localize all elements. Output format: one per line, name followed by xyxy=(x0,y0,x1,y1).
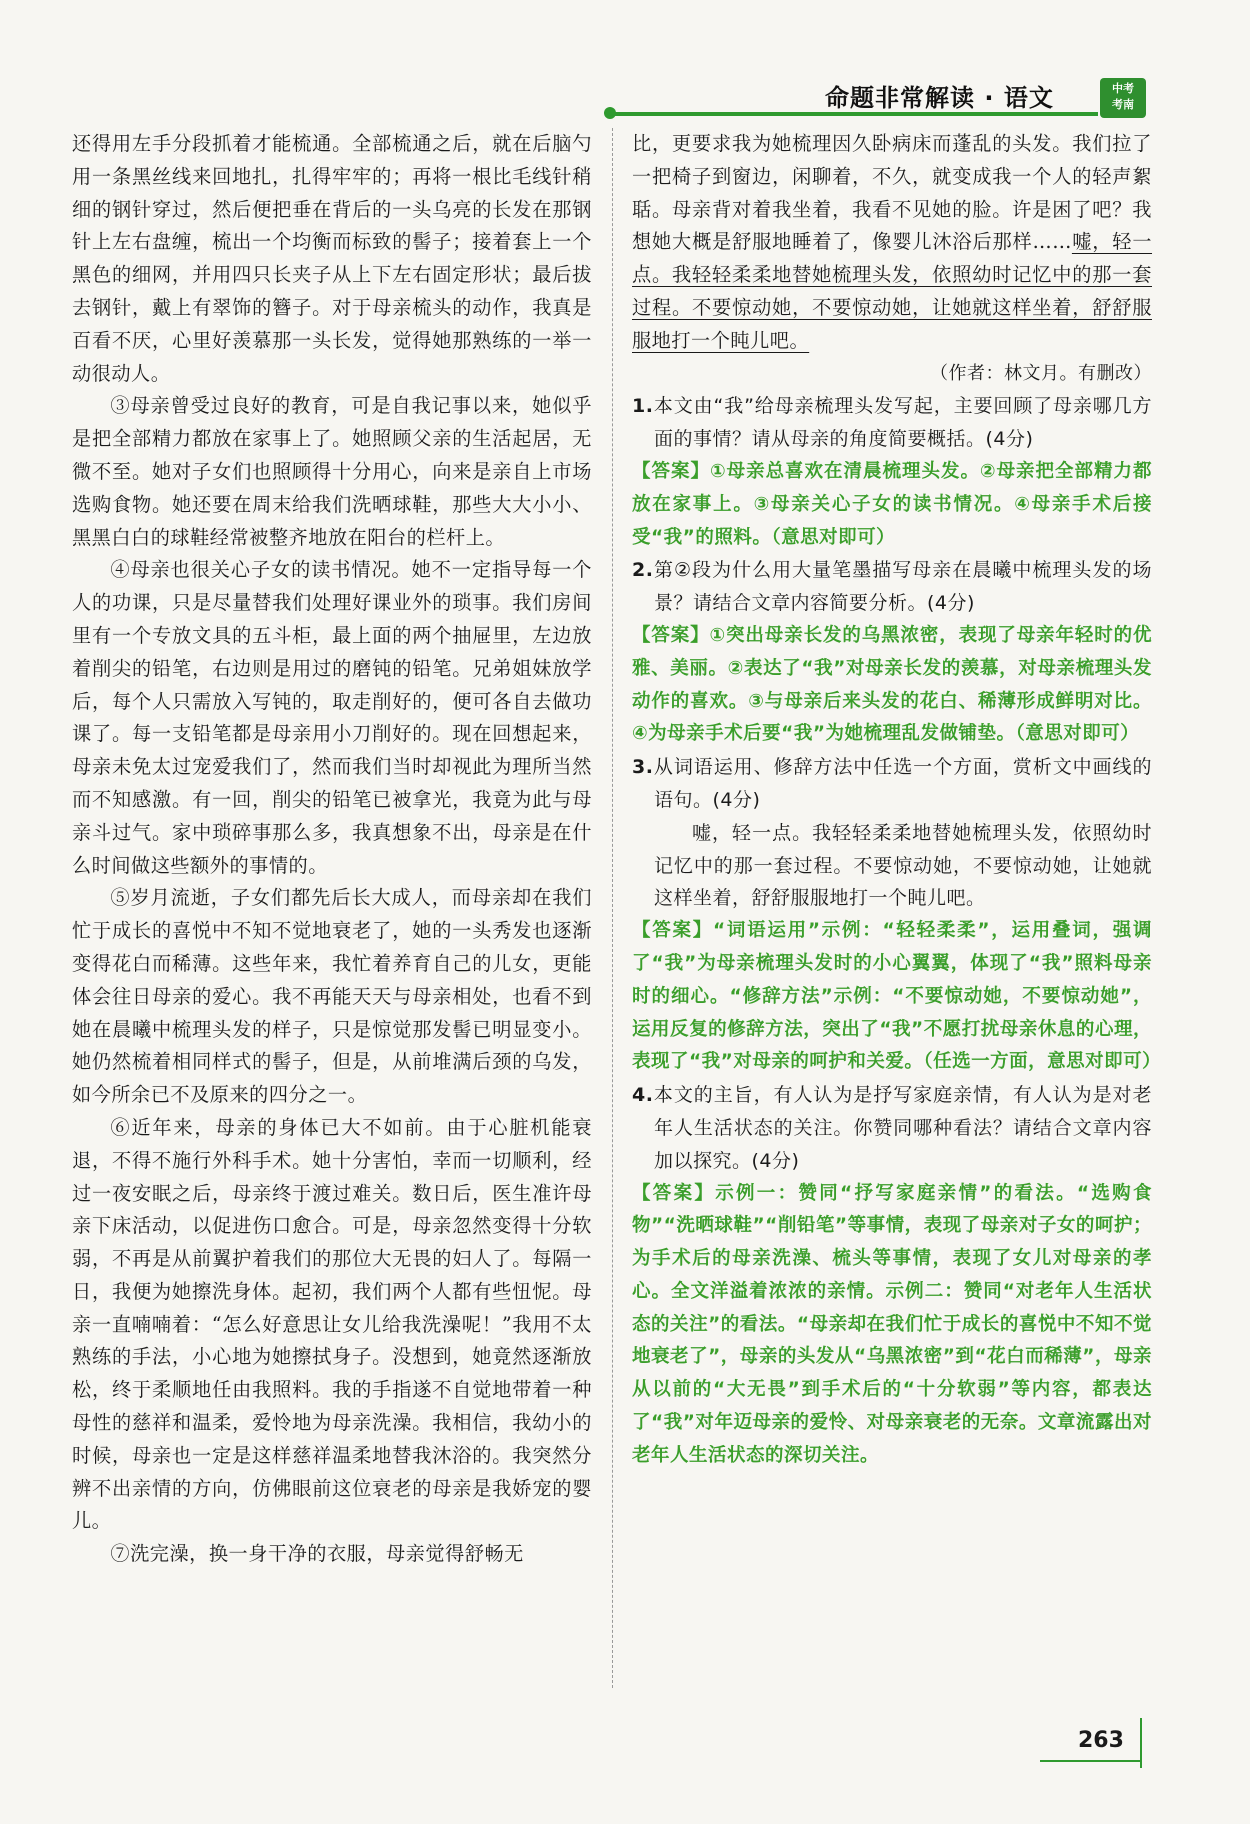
question-1: 1.本文由“我”给母亲梳理头发写起，主要回顾了母亲哪几方面的事情？请从母亲的角度简要概括。(4分) 【答案】①母亲总喜欢在清晨梳理头发。②母亲把全部精力都放在家事上。③母亲关心子女的读书情况。④母亲手术后接受“我”的照料。（意思对即可） xyxy=(632,390,1152,554)
paragraph-2-continued: 还得用左手分段抓着才能梳通。全部梳通之后，就在后脑勺用一条黑丝线来回地扎，扎得牢牢的；再将一根比毛线针稍细的钢针穿过，然后便把垂在背后的一头乌亮的长发在那钢针上左右盘缠，梳出一个均衡而标致的髻子；接着套上一个黑色的细网，并用四只长夹子从上下左右固定形状；最后拔去钢针，戴上有翠饰的簪子。对于母亲梳头的动作，我真是百看不厌，心里好羡慕那一头长发，觉得她那熟练的一举一动很动人。 xyxy=(72,132,592,385)
page-header xyxy=(0,78,1250,122)
right-column xyxy=(632,128,1162,1473)
quoted-sentence: 嘘，轻一点。我轻轻柔柔地替她梳理头发，依照幼时记忆中的那一套过程。不要惊动她，不要惊动她，让她就这样坐着，舒舒服服地打一个盹儿吧。 xyxy=(654,821,1152,910)
footer-vertical-rule xyxy=(1140,1718,1142,1768)
answer-1: 【答案】①母亲总喜欢在清晨梳理头发。②母亲把全部精力都放在家事上。③母亲关心子女的读书情况。④母亲手术后接受“我”的照料。（意思对即可） xyxy=(632,460,1152,548)
answer-4: 【答案】示例一：赞同“抒写家庭亲情”的看法。“选购食物”“洗晒球鞋”“削铅笔”等事情，表现了母亲对子女的呵护；为手术后的母亲洗澡、梳头等事情，表现了女儿对母亲的孝心。全文洋溢着浓浓的亲情。示例二：赞同“对老年人生活状态的关注”的看法。“母亲却在我们忙于成长的喜悦中不知不觉地衰老了”，母亲的头发从“乌黑浓密”到“花白而稀薄”，母亲从以前的“大无畏”到手术后的“十分软弱”等内容，都表达了“我”对年迈母亲的爱怜、对母亲衰老的无奈。文章流露出对老年人生活状态的深切关注。 xyxy=(632,1182,1152,1466)
answer-2: 【答案】①突出母亲长发的乌黑浓密，表现了母亲年轻时的优雅、美丽。②表达了“我”对母亲长发的羡慕，对母亲梳理头发动作的喜欢。③与母亲后来头发的花白、稀薄形成鲜明对比。④为母亲手术后要“我”为她梳理乱发做铺垫。（意思对即可） xyxy=(632,624,1152,745)
left-column xyxy=(72,128,592,1571)
brand-logo: 中考 考南 xyxy=(1100,78,1146,118)
underlined-sentence: 嘘，轻一点。我轻轻柔柔地替她梳理头发，依照幼时记忆中的那一套过程。不要惊动她，不要惊动她，让她就这样坐着，舒舒服服地打一个盹儿吧。 xyxy=(632,230,1153,352)
question-2: 2.第②段为什么用大量笔墨描写母亲在晨曦中梳理头发的场景？请结合文章内容简要分析。(4分) 【答案】①突出母亲长发的乌黑浓密，表现了母亲年轻时的优雅、美丽。②表达了“我”对母亲长发的羡慕，对母亲梳理头发动作的喜欢。③与母亲后来头发的花白、稀薄形成鲜明对比。④为母亲手术后要“我”为她梳理乱发做铺垫。（意思对即可） xyxy=(632,554,1152,751)
paragraph-7: ⑦洗完澡，换一身干净的衣服，母亲觉得舒畅无 xyxy=(110,1542,524,1566)
page-number: 263 xyxy=(1078,1728,1124,1753)
question-4: 4.本文的主旨，有人认为是抒写家庭亲情，有人认为是对老年人生活状态的关注。你赞同哪种看法？请结合文章内容加以探究。(4分) 【答案】示例一：赞同“抒写家庭亲情”的看法。“选购食物”“洗晒球鞋”“削铅笔”等事情，表现了母亲对子女的呵护；为手术后的母亲洗澡、梳头等事情，表现了女儿对母亲的孝心。全文洋溢着浓浓的亲情。示例二：赞同“对老年人生活状态的关注”的看法。“母亲却在我们忙于成长的喜悦中不知不觉地衰老了”，母亲的头发从“乌黑浓密”到“花白而稀薄”，母亲从以前的“大无畏”到手术后的“十分软弱”等内容，都表达了“我”对年迈母亲的爱怜、对母亲衰老的无奈。文章流露出对老年人生活状态的深切关注。 xyxy=(632,1079,1152,1473)
header-rule xyxy=(610,112,1098,116)
paragraph-3: ③母亲曾受过良好的教育，可是自我记事以来，她似乎是把全部精力都放在家事上了。她照顾父亲的生活起居，无微不至。她对子女们也照顾得十分用心，向来是亲自上市场选购食物。她还要在周末给我们洗晒球鞋，那些大大小小、黑黑白白的球鞋经常被整齐地放在阳台的栏杆上。 xyxy=(72,394,592,549)
author-note: （作者：林文月。有删改） xyxy=(930,362,1152,384)
header-title: 命题非常解读 · 语文 xyxy=(825,84,1054,112)
answer-3: 【答案】“词语运用”示例：“轻轻柔柔”，运用叠词，强调了“我”为母亲梳理头发时的小心翼翼，体现了“我”照料母亲时的细心。“修辞方法”示例：“不要惊动她，不要惊动她”，运用反复的修辞方法，突出了“我”不愿打扰母亲休息的心理，表现了“我”对母亲的呵护和关爱。（任选一方面，意思对即可） xyxy=(632,920,1162,1073)
paragraph-6: ⑥近年来，母亲的身体已大不如前。由于心脏机能衰退，不得不施行外科手术。她十分害怕，幸而一切顺利，经过一夜安眠之后，母亲终于渡过难关。数日后，医生准许母亲下床活动，以促进伤口愈合。可是，母亲忽然变得十分软弱，不再是从前翼护着我们的那位大无畏的妇人了。每隔一日，我便为她擦洗身体。起初，我们两个人都有些忸怩。母亲一直喃喃着：“怎么好意思让女儿给我洗澡呢！”我用不太熟练的手法，小心地为她擦拭身子。没想到，她竟然逐渐放松，终于柔顺地任由我照料。我的手指遂不自觉地带着一种母性的慈祥和温柔，爱怜地为母亲洗澡。我相信，我幼小的时候，母亲也一定是这样慈祥温柔地替我沐浴的。我突然分辨不出亲情的方向，仿佛眼前这位衰老的母亲是我娇宠的婴儿。 xyxy=(72,1115,592,1533)
paragraph-4: ④母亲也很关心子女的读书情况。她不一定指导每一个人的功课，只是尽量替我们处理好课业外的琐事。我们房间里有一个专放文具的五斗柜，最上面的两个抽屉里，左边放着削尖的铅笔，右边则是用过的磨钝的铅笔。兄弟姐妹放学后，每个人只需放入写钝的，取走削好的，便可各自去做功课了。每一支铅笔都是母亲用小刀削好的。现在回想起来，母亲未免太过宠爱我们了，然而我们当时却视此为理所当然而不知感激。有一回，削尖的铅笔已被拿光，我竟为此与母亲斗过气。家中琐碎事那么多，我真想象不出，母亲是在什么时间做这些额外的事情的。 xyxy=(72,558,592,877)
column-divider xyxy=(612,128,613,1688)
footer-rule xyxy=(1040,1760,1140,1762)
question-3: 3.从词语运用、修辞方法中任选一个方面，赏析文中画线的语句。(4分) 嘘，轻一点。我轻轻柔柔地替她梳理头发，依照幼时记忆中的那一套过程。不要惊动她，不要惊动她，让她就这样坐着，舒舒服服地打一个盹儿吧。 【答案】“词语运用”示例：“轻轻柔柔”，运用叠词，强调了“我”为母亲梳理头发时的小心翼翼，体现了“我”照料母亲时的细心。“修辞方法”示例：“不要惊动她，不要惊动她”，运用反复的修辞方法，突出了“我”不愿打扰母亲休息的心理，表现了“我”对母亲的呵护和关爱。（任选一方面，意思对即可） xyxy=(632,751,1152,1079)
paragraph-7-continued: 比，更要求我为她梳理因久卧病床而蓬乱的头发。我们拉了一把椅子到窗边，闲聊着，不久，就变成我一个人的轻声絮聒。母亲背对着我坐着，我看不见她的脸。许是困了吧？我想她大概是舒服地睡着了，像婴儿沐浴后那样……嘘，轻一点。我轻轻柔柔地替她梳理头发，依照幼时记忆中的那一套过程。不要惊动她，不要惊动她，让她就这样坐着，舒舒服服地打一个盹儿吧。 xyxy=(632,132,1153,352)
paragraph-5: ⑤岁月流逝，子女们都先后长大成人，而母亲却在我们忙于成长的喜悦中不知不觉地衰老了，她的一头秀发也逐渐变得花白而稀薄。这些年来，我忙着养育自己的儿女，更能体会往日母亲的爱心。我不再能天天与母亲相处，也看不到她在晨曦中梳理头发的样子，只是惊觉那发髻已明显变小。她仍然梳着相同样式的髻子，但是，从前堆满后颈的乌发，如今所余已不及原来的四分之一。 xyxy=(72,886,592,1107)
